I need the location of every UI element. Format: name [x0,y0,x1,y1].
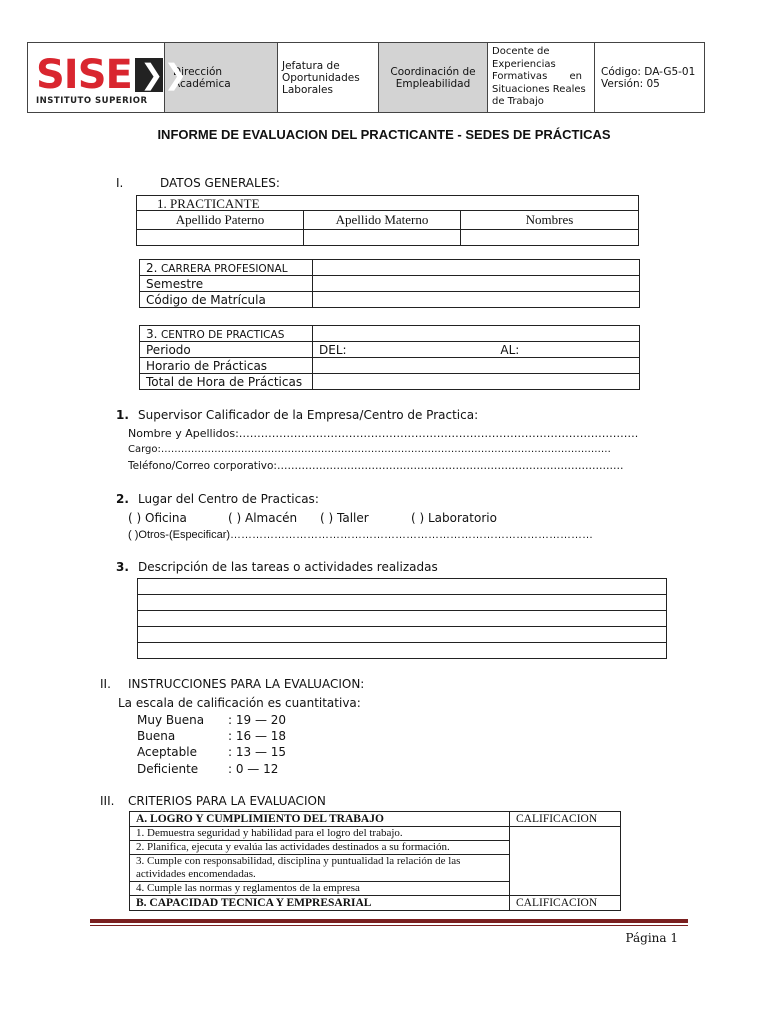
criterios-table [129,811,621,911]
footer-rule [90,919,688,923]
criterio-item: 4. Cumple las normas y reglamentos de la empresa [130,882,510,896]
descripcion-row[interactable] [138,611,667,627]
col-apellido-materno: Apellido Materno [304,211,461,230]
option-oficina[interactable]: ( ) Oficina [128,511,187,525]
label-del: DEL: [319,342,347,357]
col-apellido-paterno: Apellido Paterno [137,211,304,230]
chevron-right-icon: ❯❯ [135,58,163,92]
carrera-table [139,259,640,308]
centro-table [139,325,640,390]
lugar-number: 2. [116,492,129,506]
page-number: Página 1 [625,931,678,945]
header-coordinacion: Coordinación de Empleabilidad [379,43,488,113]
label-al: AL: [500,342,520,357]
input-codigo-matricula[interactable] [313,292,640,308]
practicante-table [136,195,639,246]
criterio-item: 2. Planifica, ejecuta y evalúa las actividades destinados a su formación. [130,841,510,855]
header-jefatura: Jefatura de Oportunidades Laborales [278,43,379,113]
descripcion-table [137,578,667,659]
sise-logo [28,43,188,113]
section-1-title: DATOS GENERALES: [160,176,280,190]
logo-subtitle: INSTITUTO SUPERIOR [36,95,148,106]
header-code [595,43,705,113]
scale-label: Muy Buena [137,713,205,727]
carrera-heading: 2. CARRERA PROFESIONAL [140,260,313,276]
label-semestre: Semestre [140,276,313,292]
footer-rule-thin [90,925,688,926]
input-centro[interactable] [313,326,640,342]
criterio-item: 1. Demuestra seguridad y habilidad para el logro del trabajo. [130,827,510,841]
input-apellido-paterno[interactable] [137,230,304,246]
code-label: Código: DA-G5-01 [601,65,696,78]
header-direccion: Dirección Académica [165,43,278,113]
lugar-title: Lugar del Centro de Practicas: [138,492,319,506]
descripcion-number: 3. [116,560,129,574]
scale-label: Aceptable [137,745,197,759]
centro-heading: 3. CENTRO DE PRACTICAS [140,326,313,342]
supervisor-number: 1. [116,408,129,422]
descripcion-row[interactable] [138,643,667,659]
supervisor-telefono-line[interactable]: Teléfono/Correo corporativo:……………………………………………………………………………………… [128,460,624,472]
group-a-title: A. LOGRO Y CUMPLIMIENTO DEL TRABAJO [130,812,510,827]
section-2-number: II. [100,677,111,691]
scale-intro: La escala de calificación es cuantitativa: [118,696,361,710]
descripcion-row[interactable] [138,595,667,611]
label-total-horas: Total de Hora de Prácticas [140,374,313,390]
input-apellido-materno[interactable] [304,230,461,246]
option-taller[interactable]: ( ) Taller [320,511,369,525]
scale-range: : 19 — 20 [228,713,287,727]
col-nombres: Nombres [461,211,639,230]
descripcion-title: Descripción de las tareas o actividades realizadas [138,560,438,574]
version-label: Versión: 05 [601,77,660,90]
calif-input-a[interactable] [510,827,621,896]
label-horario: Horario de Prácticas [140,358,313,374]
scale-range: : 13 — 15 [228,745,287,759]
input-periodo[interactable] [313,342,640,358]
input-semestre[interactable] [313,276,640,292]
option-almacen[interactable]: ( ) Almacén [228,511,298,525]
descripcion-row[interactable] [138,627,667,643]
document-header [27,42,705,113]
supervisor-nombre-line[interactable]: Nombre y Apellidos:………………………………………………………………………………………………. [128,427,639,440]
option-otros[interactable]: ( )Otros-(Especificar)……………………………………………………………………………………… [128,529,594,541]
input-horario[interactable] [313,358,640,374]
header-docente: Docente de Experiencias Formativas en Situaciones Reales de Trabajo [488,43,595,113]
label-periodo: Periodo [140,342,313,358]
input-nombres[interactable] [461,230,639,246]
supervisor-title: Supervisor Calificador de la Empresa/Centro de Practica: [138,408,479,422]
page-title: INFORME DE EVALUACION DEL PRACTICANTE - SEDES DE PRÁCTICAS [157,127,611,142]
group-b-title: B. CAPACIDAD TECNICA Y EMPRESARIAL [130,896,510,911]
input-total-horas[interactable] [313,374,640,390]
option-laboratorio[interactable]: ( ) Laboratorio [411,511,497,525]
practicante-heading: 1. PRACTICANTE [137,196,639,211]
group-a-calif-header: CALIFICACION [510,812,621,827]
descripcion-row[interactable] [138,579,667,595]
supervisor-cargo-line[interactable]: Cargo:……………………………………………………………………………………………………………………… [128,444,611,455]
scale-label: Deficiente [137,762,199,776]
section-2-title: INSTRUCCIONES PARA LA EVALUACION: [128,677,365,691]
group-b-calif-header: CALIFICACION [510,896,621,911]
scale-label: Buena [137,729,176,743]
criterio-item: 3. Cumple con responsabilidad, disciplina y puntualidad la relación de las actividades encomendadas. [130,855,510,882]
input-carrera[interactable] [313,260,640,276]
section-3-title: CRITERIOS PARA LA EVALUACION [128,794,326,808]
section-3-number: III. [100,794,115,808]
scale-range: : 0 — 12 [228,762,279,776]
section-1-number: I. [116,176,124,190]
label-codigo-matricula: Código de Matrícula [140,292,313,308]
logo-text: SISE [36,51,132,98]
scale-range: : 16 — 18 [228,729,287,743]
